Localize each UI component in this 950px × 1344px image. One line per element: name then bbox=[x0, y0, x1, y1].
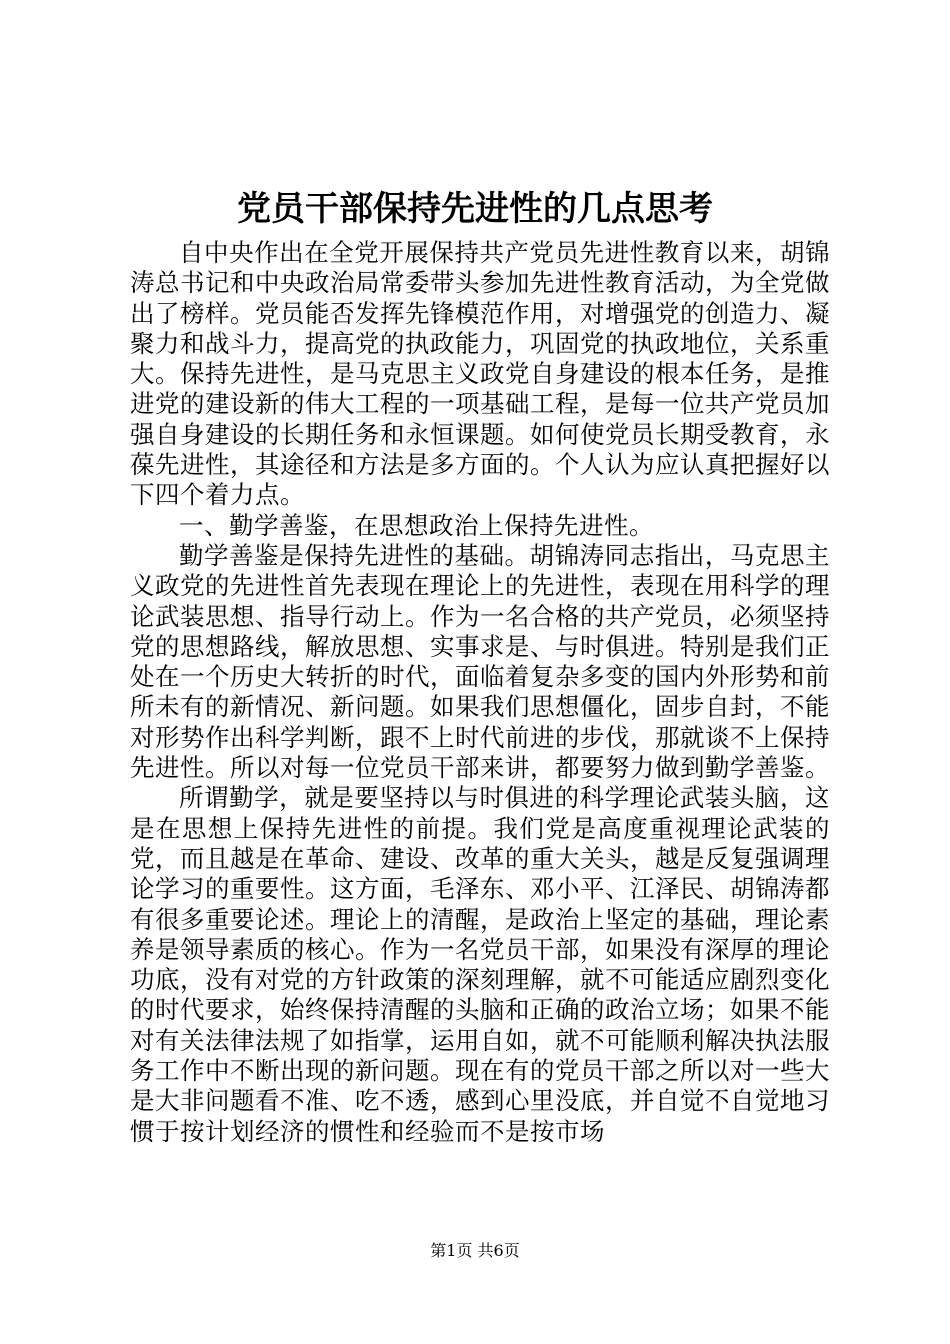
paragraph-intro: 自中央作出在全党开展保持共产党员先进性教育以来，胡锦涛总书记和中央政治局常委带头参加先进性教育活动，为全党做出了榜样。党员能否发挥先锋模范作用，对增强党的创造力、凝聚力和战斗力，提高党的执政能力，巩固党的执政地位，关系重大。保持先进性，是马克思主义政党自身建设的根本任务，是推进党的建设新的伟大工程的一项基础工程，是每一位共产党员加强自身建设的长期任务和永恒课题。如何使党员长期受教育，永葆先进性，其途径和方法是多方面的。个人认为应认真把握好以下四个着力点。 bbox=[130, 238, 830, 510]
paragraph-study-basis: 勤学善鉴是保持先进性的基础。胡锦涛同志指出，马克思主义政党的先进性首先表现在理论上的先进性，表现在用科学的理论武装思想、指导行动上。作为一名合格的共产党员，必须坚持党的思想路线，解放思想、实事求是、与时俱进。特别是我们正处在一个历史大转折的时代，面临着复杂多变的国内外形势和前所未有的新情况、新问题。如果我们思想僵化，固步自封，不能对形势作出科学判断，跟不上时代前进的步伐，那就谈不上保持先进性。所以对每一位党员干部来讲，都要努力做到勤学善鉴。 bbox=[130, 540, 830, 783]
document-body bbox=[130, 238, 830, 1147]
section-heading-1: 一、勤学善鉴，在思想政治上保持先进性。 bbox=[179, 510, 654, 540]
document-title: 党员干部保持先进性的几点思考 bbox=[237, 189, 713, 229]
page-number-footer: 第1页 共6页 bbox=[430, 1241, 520, 1260]
paragraph-diligent-study: 所谓勤学，就是要坚持以与时俱进的科学理论武装头脑，这是在思想上保持先进性的前提。我们党是高度重视理论武装的党，而且越是在革命、建设、改革的重大关头，越是反复强调理论学习的重要性。这方面，毛泽东、邓小平、江泽民、胡锦涛都有很多重要论述。理论上的清醒，是政治上坚定的基础，理论素养是领导素质的核心。作为一名党员干部，如果没有深厚的理论功底，没有对党的方针政策的深刻理解，就不可能适应剧烈变化的时代要求，始终保持清醒的头脑和正确的政治立场；如果不能对有关法律法规了如指掌，运用自如，就不可能顺利解决执法服务工作中不断出现的新问题。现在有的党员干部之所以对一些大是大非问题看不准、吃不透，感到心里没底，并自觉不自觉地习惯于按计划经济的惯性和经验而不是按市场 bbox=[130, 783, 830, 1146]
